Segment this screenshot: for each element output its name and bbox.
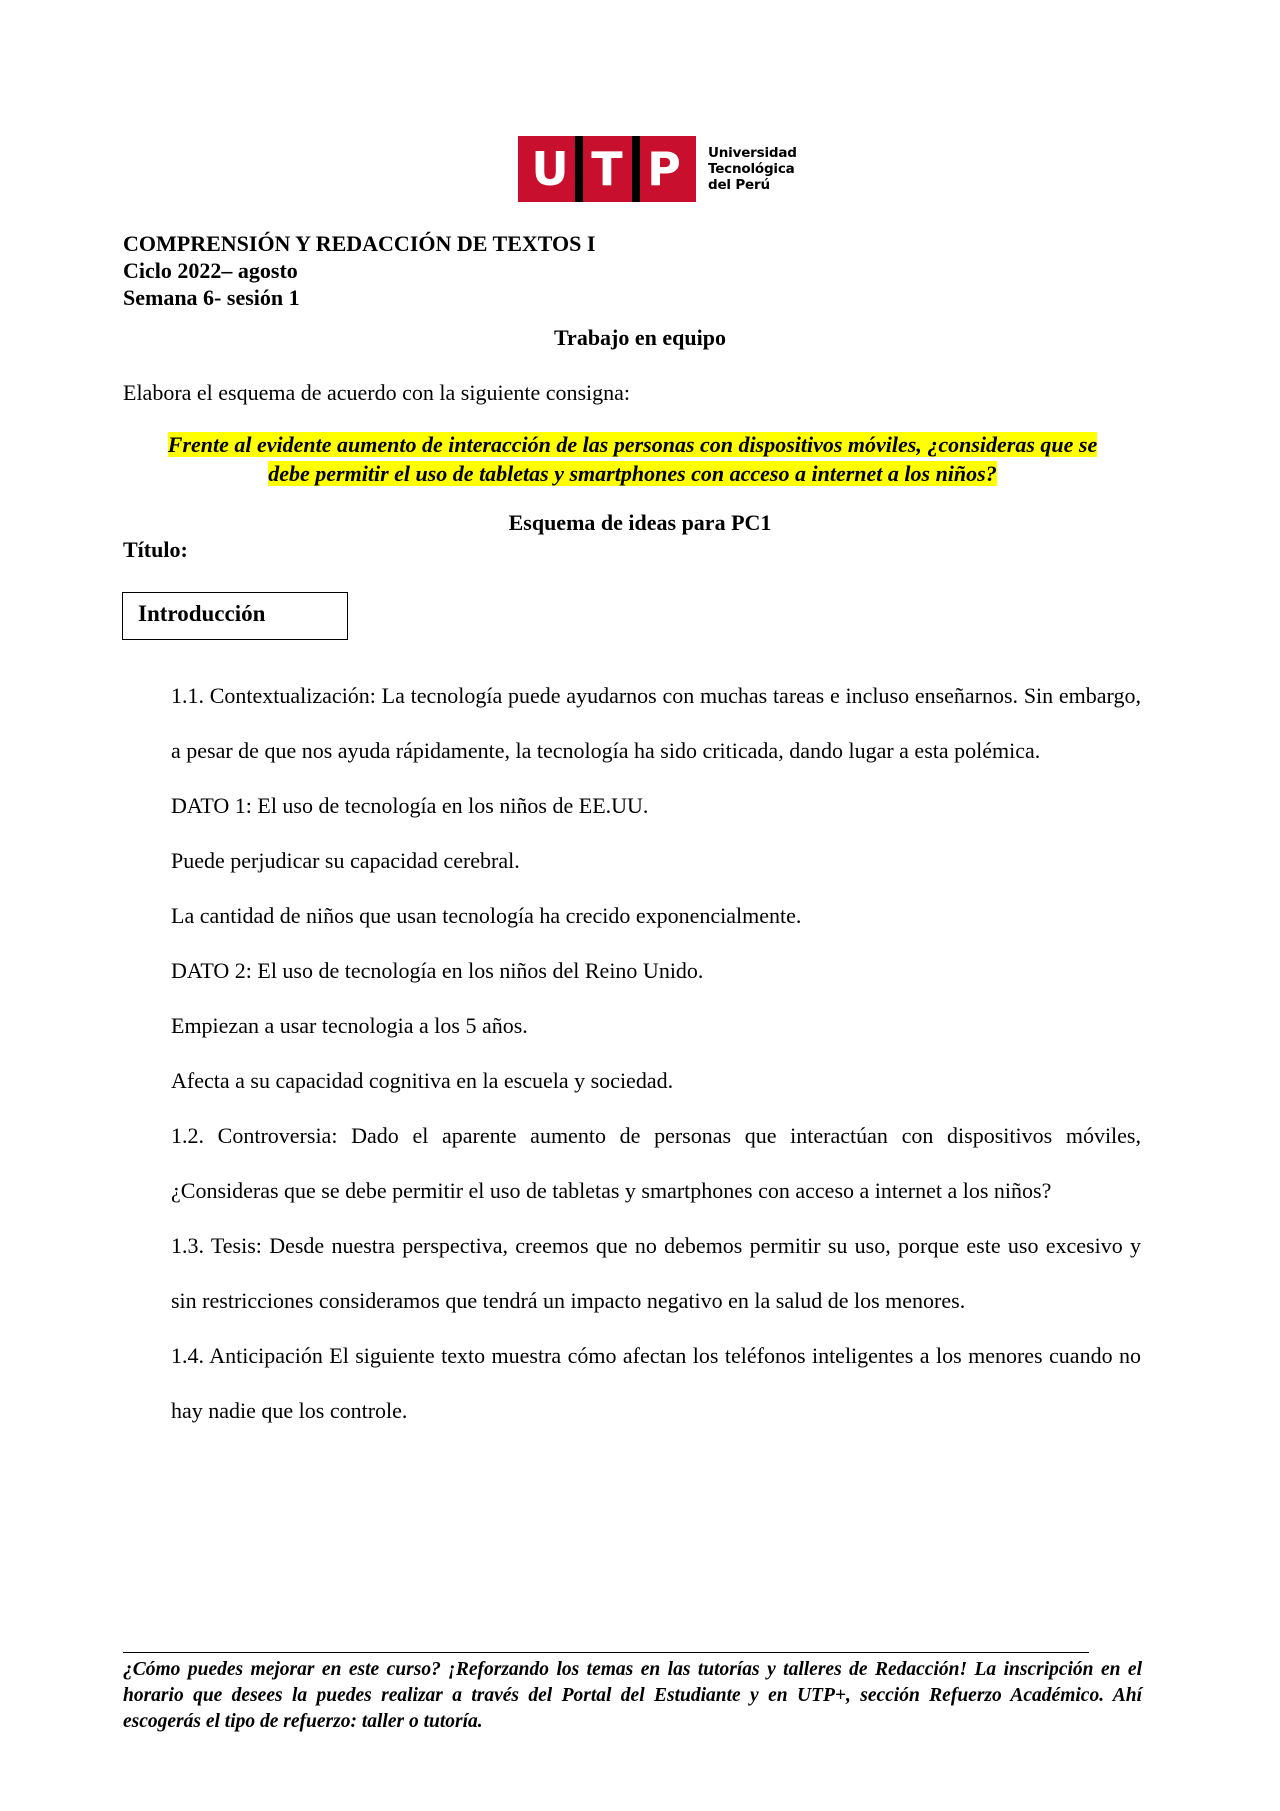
contextualization-paragraph: 1.1. Contextualización: La tecnología puede ayudarnos con muchas tareas e incluso enseñarnos. Sin embargo, a pesar de que nos ayuda rápidamente, la tecnología ha sido criticada, dando lugar a esta polémica. (171, 683, 1141, 763)
anticipation-paragraph: 1.4. Anticipación El siguiente texto muestra cómo afectan los teléfonos inteligentes a los menores cuando no hay nadie que los controle. (171, 1343, 1141, 1423)
course-week: Semana 6- sesión 1 (123, 285, 300, 310)
logo-letter-t: T (585, 145, 629, 193)
dato-2-point-b: Afecta a su capacidad cognitiva en la escuela y sociedad. (171, 1068, 674, 1093)
prompt-question (123, 430, 1142, 488)
section-title: Trabajo en equipo (554, 325, 726, 350)
logo-line: del Perú (708, 177, 770, 193)
logo-letter-p: P (642, 145, 686, 193)
introduction-box (122, 592, 348, 640)
instruction-text: Elabora el esquema de acuerdo con la siguiente consigna: (123, 380, 631, 405)
title-label: Título: (123, 537, 188, 562)
footer-divider (123, 1652, 1089, 1653)
dato-2-point-a: Empiezan a usar tecnologia a los 5 años. (171, 1013, 528, 1038)
logo-separator (575, 136, 583, 202)
utp-logo-mark (518, 136, 696, 202)
logo-line: Universidad (708, 145, 797, 161)
utp-logo (518, 136, 797, 202)
dato-2: DATO 2: El uso de tecnología en los niños del Reino Unido. (171, 958, 704, 983)
logo-separator (632, 136, 640, 202)
controversy-paragraph: 1.2. Controversia: Dado el aparente aumento de personas que interactúan con dispositivos móviles, ¿Consideras que se debe permitir el uso de tabletas y smartphones con acceso a internet a los niños? (171, 1123, 1141, 1203)
logo-line: Tecnológica (708, 161, 795, 177)
footer-note: ¿Cómo puedes mejorar en este curso? ¡Reforzando los temas en las tutorías y talleres de Redacción! La inscripción en el horario que desees la puedes realizar a través del Portal del Estudiante y en UTP+, sección Refuerzo Académico. Ahí escogerás el tipo de refuerzo: taller o tutoría. (123, 1659, 1142, 1732)
thesis-paragraph: 1.3. Tesis: Desde nuestra perspectiva, creemos que no debemos permitir su uso, porque este uso excesivo y sin restricciones consideramos que tendrá un impacto negativo en la salud de los menores. (171, 1233, 1141, 1313)
dato-1-point-a: Puede perjudicar su capacidad cerebral. (171, 848, 520, 873)
dato-1-point-b: La cantidad de niños que usan tecnología ha crecido exponencialmente. (171, 903, 802, 928)
scheme-title: Esquema de ideas para PC1 (508, 510, 772, 535)
prompt-line-1: Frente al evidente aumento de interacción de las personas con dispositivos móviles, ¿consideras que se (167, 432, 1098, 457)
prompt-line-2: debe permitir el uso de tabletas y smartphones con acceso a internet a los niños? (268, 461, 997, 486)
logo-wordmark (708, 145, 797, 193)
course-cycle: Ciclo 2022– agosto (123, 258, 298, 283)
logo-letter-u: U (528, 145, 572, 193)
dato-1: DATO 1: El uso de tecnología en los niños de EE.UU. (171, 793, 649, 818)
course-title: COMPRENSIÓN Y REDACCIÓN DE TEXTOS I (123, 231, 596, 256)
introduction-label: Introducción (138, 601, 266, 626)
scheme-body (171, 668, 1141, 1438)
